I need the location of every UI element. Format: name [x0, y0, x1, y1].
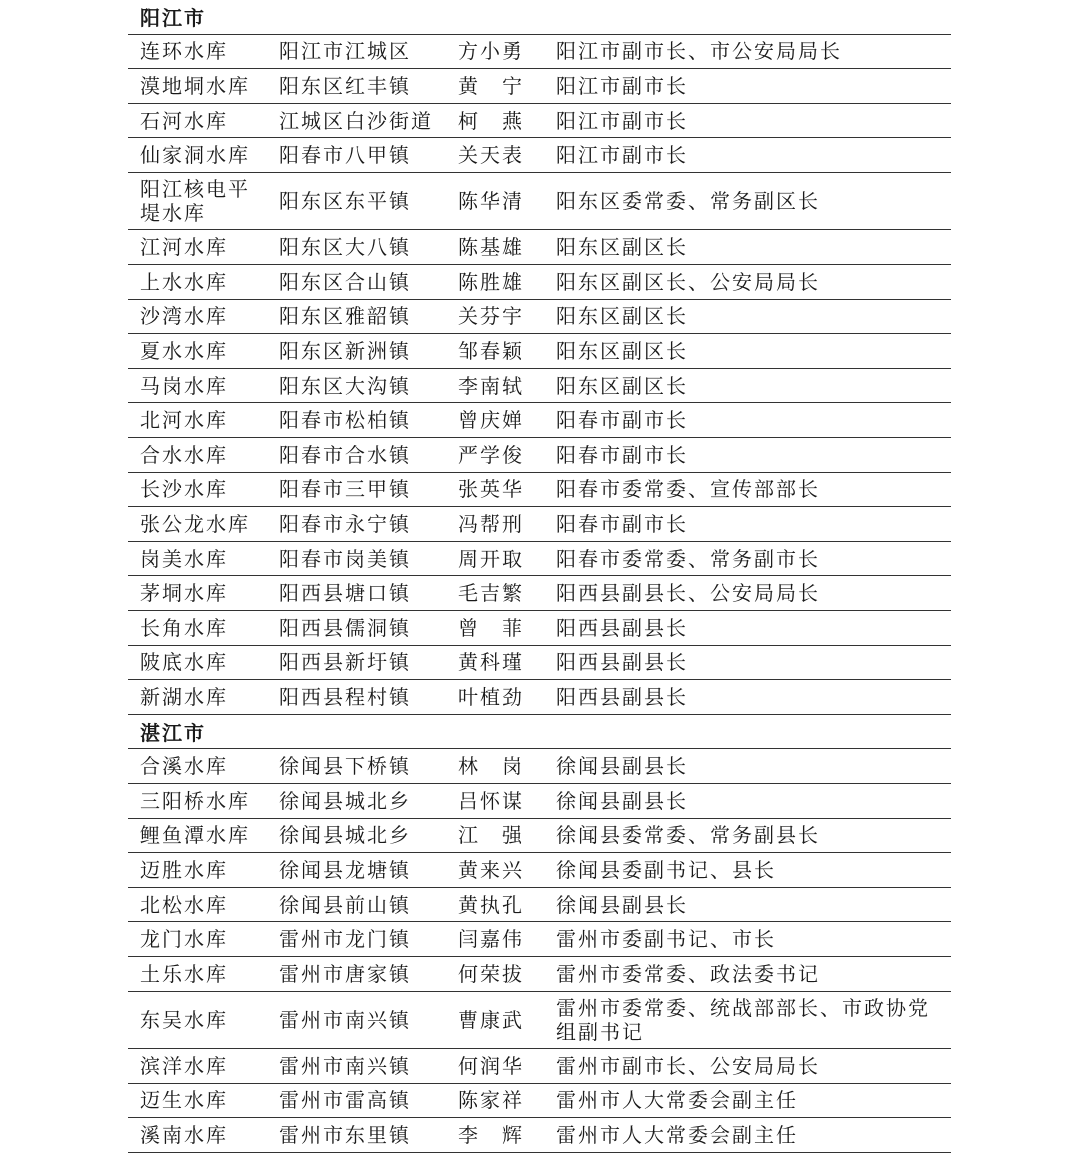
- reservoir-name-cell: 石河水库: [140, 108, 228, 133]
- table-row: [128, 680, 951, 715]
- reservoir-name-cell: 三阳桥水库: [140, 788, 250, 813]
- position-cell: 阳西县副县长: [556, 650, 688, 675]
- responsible-person-cell: 陈胜雄: [458, 269, 524, 294]
- reservoir-name-cell: 连环水库: [140, 39, 228, 64]
- responsible-person-cell: 何荣拔: [458, 961, 524, 986]
- responsible-person-cell: 黄执孔: [458, 892, 524, 917]
- section-title: 湛江市: [140, 721, 206, 746]
- responsible-person-cell: 黄来兴: [458, 857, 524, 882]
- position-cell: 阳东区副区长: [556, 339, 688, 364]
- location-cell: 阳东区东平镇: [279, 189, 411, 214]
- table-row: [128, 138, 951, 173]
- reservoir-name-cell: 阳江核电平堤水库: [140, 177, 250, 226]
- location-cell: 雷州市龙门镇: [279, 927, 411, 952]
- reservoir-name-cell: 茅垌水库: [140, 581, 228, 606]
- reservoir-name-cell: 陂底水库: [140, 650, 228, 675]
- responsible-person-cell: 黄科瑾: [458, 650, 524, 675]
- reservoir-name-cell: 北松水库: [140, 892, 228, 917]
- table-row: [128, 784, 951, 819]
- location-cell: 江城区白沙街道: [279, 108, 433, 133]
- position-cell: 阳西县副县长: [556, 615, 688, 640]
- table-row: [128, 819, 951, 854]
- reservoir-name-cell: 长沙水库: [140, 477, 228, 502]
- position-cell: 雷州市副市长、公安局局长: [556, 1053, 820, 1078]
- position-cell: 雷州市委常委、统战部部长、市政协党组副书记: [556, 995, 930, 1044]
- responsible-person-cell: 吕怀谋: [458, 788, 524, 813]
- responsible-person-cell: 江 强: [458, 823, 524, 848]
- responsible-person-cell: 陈华清: [458, 189, 524, 214]
- position-cell: 阳江市副市长: [556, 143, 688, 168]
- position-cell: 阳江市副市长: [556, 108, 688, 133]
- responsible-person-cell: 冯帮刑: [458, 512, 524, 537]
- responsible-person-cell: 黄 宁: [458, 73, 524, 98]
- position-cell: 徐闻县副县长: [556, 892, 688, 917]
- responsible-person-cell: 关天表: [458, 143, 524, 168]
- table-row: [128, 646, 951, 681]
- reservoir-name-cell: 漠地垌水库: [140, 73, 250, 98]
- table-row: [128, 507, 951, 542]
- position-cell: 阳东区副区长: [556, 304, 688, 329]
- position-cell: 阳东区副区长: [556, 235, 688, 260]
- reservoir-name-cell: 迈胜水库: [140, 857, 228, 882]
- location-cell: 阳春市八甲镇: [279, 143, 411, 168]
- position-cell: 阳西县副县长、公安局局长: [556, 581, 820, 606]
- responsible-person-cell: 何润华: [458, 1053, 524, 1078]
- table-row: [128, 576, 951, 611]
- reservoir-name-cell: 北河水库: [140, 408, 228, 433]
- responsible-person-cell: 陈家祥: [458, 1088, 524, 1113]
- responsible-person-cell: 陈基雄: [458, 235, 524, 260]
- location-cell: 阳西县新圩镇: [279, 650, 411, 675]
- responsible-person-cell: 方小勇: [458, 39, 524, 64]
- location-cell: 徐闻县前山镇: [279, 892, 411, 917]
- table-row: [128, 992, 951, 1050]
- reservoir-name-cell: 江河水库: [140, 235, 228, 260]
- reservoir-name-cell: 马岗水库: [140, 373, 228, 398]
- table-row: [128, 473, 951, 508]
- position-cell: 徐闻县委副书记、县长: [556, 857, 776, 882]
- position-cell: 雷州市人大常委会副主任: [556, 1123, 798, 1148]
- responsible-person-cell: 毛吉繁: [458, 581, 524, 606]
- reservoir-name-cell: 合水水库: [140, 442, 228, 467]
- table-row: [128, 104, 951, 139]
- location-cell: 阳东区雅韶镇: [279, 304, 411, 329]
- position-cell: 徐闻县副县长: [556, 754, 688, 779]
- table-row: [128, 438, 951, 473]
- reservoir-name-cell: 仙家洞水库: [140, 143, 250, 168]
- reservoir-name-cell: 鲤鱼潭水库: [140, 823, 250, 848]
- position-cell: 阳春市副市长: [556, 512, 688, 537]
- reservoir-responsibility-table: [128, 0, 951, 1153]
- responsible-person-cell: 曾庆婵: [458, 408, 524, 433]
- reservoir-name-cell: 沙湾水库: [140, 304, 228, 329]
- location-cell: 徐闻县下桥镇: [279, 754, 411, 779]
- responsible-person-cell: 柯 燕: [458, 108, 524, 133]
- reservoir-name-cell: 张公龙水库: [140, 512, 250, 537]
- reservoir-name-cell: 溪南水库: [140, 1123, 228, 1148]
- section-title: 阳江市: [140, 6, 206, 31]
- table-row: [128, 542, 951, 577]
- position-cell: 雷州市委副书记、市长: [556, 927, 776, 952]
- table-row: [128, 35, 951, 70]
- reservoir-name-cell: 东吴水库: [140, 1007, 228, 1032]
- reservoir-name-cell: 岗美水库: [140, 546, 228, 571]
- location-cell: 阳春市松柏镇: [279, 408, 411, 433]
- position-cell: 阳春市副市长: [556, 408, 688, 433]
- location-cell: 阳东区大沟镇: [279, 373, 411, 398]
- location-cell: 徐闻县城北乡: [279, 823, 411, 848]
- location-cell: 雷州市东里镇: [279, 1123, 411, 1148]
- position-cell: 阳江市副市长、市公安局局长: [556, 39, 842, 64]
- position-cell: 雷州市人大常委会副主任: [556, 1088, 798, 1113]
- location-cell: 阳东区红丰镇: [279, 73, 411, 98]
- table-row: [128, 230, 951, 265]
- responsible-person-cell: 关芬宇: [458, 304, 524, 329]
- location-cell: 阳江市江城区: [279, 39, 411, 64]
- reservoir-name-cell: 迈生水库: [140, 1088, 228, 1113]
- location-cell: 阳西县塘口镇: [279, 581, 411, 606]
- table-row: [128, 265, 951, 300]
- reservoir-name-cell: 合溪水库: [140, 754, 228, 779]
- position-cell: 阳东区副区长、公安局局长: [556, 269, 820, 294]
- location-cell: 阳东区合山镇: [279, 269, 411, 294]
- section-header-row: [128, 715, 951, 750]
- table-row: [128, 922, 951, 957]
- reservoir-name-cell: 土乐水库: [140, 961, 228, 986]
- responsible-person-cell: 曾 菲: [458, 615, 524, 640]
- table-row: [128, 1084, 951, 1119]
- table-row: [128, 957, 951, 992]
- location-cell: 雷州市南兴镇: [279, 1007, 411, 1032]
- table-row: [128, 749, 951, 784]
- table-row: [128, 300, 951, 335]
- table-row: [128, 403, 951, 438]
- responsible-person-cell: 李 辉: [458, 1123, 524, 1148]
- position-cell: 阳东区委常委、常务副区长: [556, 189, 820, 214]
- location-cell: 阳春市三甲镇: [279, 477, 411, 502]
- reservoir-name-cell: 夏水水库: [140, 339, 228, 364]
- table-row: [128, 888, 951, 923]
- responsible-person-cell: 叶植劲: [458, 684, 524, 709]
- table-row: [128, 334, 951, 369]
- responsible-person-cell: 林 岗: [458, 754, 524, 779]
- responsible-person-cell: 闫嘉伟: [458, 927, 524, 952]
- position-cell: 阳春市委常委、常务副市长: [556, 546, 820, 571]
- location-cell: 雷州市唐家镇: [279, 961, 411, 986]
- responsible-person-cell: 邹春颖: [458, 339, 524, 364]
- location-cell: 阳东区大八镇: [279, 235, 411, 260]
- responsible-person-cell: 李南轼: [458, 373, 524, 398]
- table-row: [128, 369, 951, 404]
- reservoir-name-cell: 上水水库: [140, 269, 228, 294]
- position-cell: 阳春市委常委、宣传部部长: [556, 477, 820, 502]
- location-cell: 徐闻县龙塘镇: [279, 857, 411, 882]
- table-row: [128, 1049, 951, 1084]
- reservoir-name-cell: 龙门水库: [140, 927, 228, 952]
- reservoir-name-cell: 新湖水库: [140, 684, 228, 709]
- location-cell: 阳春市合水镇: [279, 442, 411, 467]
- responsible-person-cell: 严学俊: [458, 442, 524, 467]
- location-cell: 阳西县儒洞镇: [279, 615, 411, 640]
- position-cell: 阳江市副市长: [556, 73, 688, 98]
- location-cell: 阳东区新洲镇: [279, 339, 411, 364]
- location-cell: 雷州市南兴镇: [279, 1053, 411, 1078]
- table-row: [128, 611, 951, 646]
- position-cell: 阳西县副县长: [556, 684, 688, 709]
- table-row: [128, 173, 951, 231]
- responsible-person-cell: 曹康武: [458, 1007, 524, 1032]
- responsible-person-cell: 周开取: [458, 546, 524, 571]
- location-cell: 阳春市岗美镇: [279, 546, 411, 571]
- location-cell: 雷州市雷高镇: [279, 1088, 411, 1113]
- location-cell: 阳春市永宁镇: [279, 512, 411, 537]
- reservoir-name-cell: 滨洋水库: [140, 1053, 228, 1078]
- responsible-person-cell: 张英华: [458, 477, 524, 502]
- position-cell: 阳春市副市长: [556, 442, 688, 467]
- position-cell: 徐闻县委常委、常务副县长: [556, 823, 820, 848]
- location-cell: 徐闻县城北乡: [279, 788, 411, 813]
- reservoir-name-cell: 长角水库: [140, 615, 228, 640]
- position-cell: 阳东区副区长: [556, 373, 688, 398]
- location-cell: 阳西县程村镇: [279, 684, 411, 709]
- section-header-row: [128, 0, 951, 35]
- position-cell: 雷州市委常委、政法委书记: [556, 961, 820, 986]
- table-row: [128, 853, 951, 888]
- position-cell: 徐闻县副县长: [556, 788, 688, 813]
- table-row: [128, 69, 951, 104]
